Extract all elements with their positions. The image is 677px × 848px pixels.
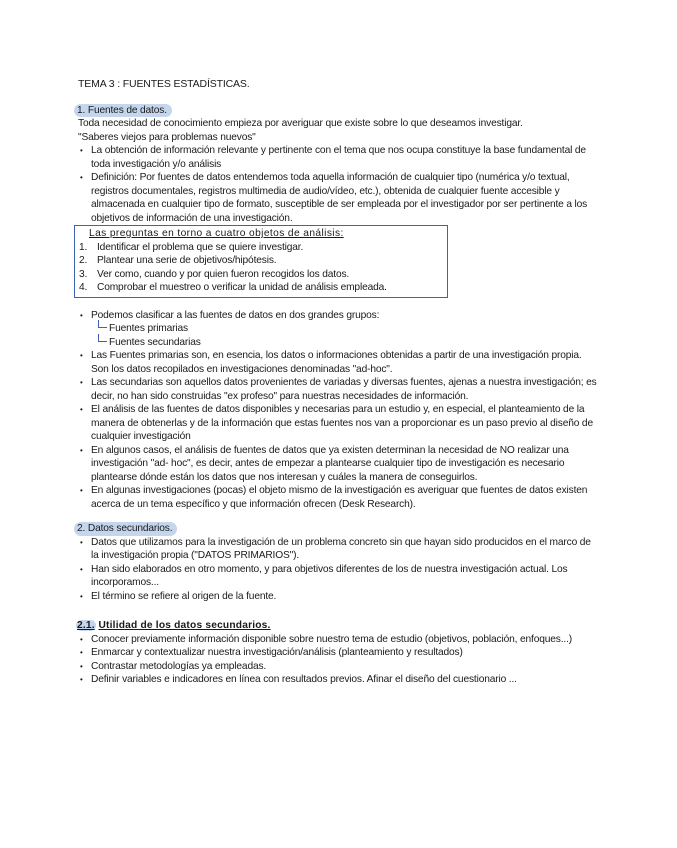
arrow-icon <box>98 334 107 342</box>
box-list <box>79 241 443 295</box>
section-1-bullets-2 <box>78 349 598 511</box>
list-item: • Definición: Por fuentes de datos entendemos toda aquella información de cualquier tipo (numérica y/o textual, registros documentales, registros multimedia de audio/vídeo, etc.), obtenida de cualquier fuente accesible y almacenada en cualquier tipo de formato, susceptible de ser empleada por el investigador por ser pertinente a los objetivos de información de una investigación. <box>78 171 598 225</box>
list-item: • En algunos casos, el análisis de fuentes de datos que ya existen determinan la necesidad de NO realizar una investigación "ad- hoc", es decir, antes de empezar a plantearse cualquier tipo de investigación es necesario plantearse dónde están los datos que nos interesan y cuáles la manera de conseguirlos. <box>78 444 598 485</box>
sub-item-primary: Fuentes primarias <box>78 322 598 336</box>
section-1-bullets <box>78 144 598 225</box>
document-title: TEMA 3 : FUENTES ESTADÍSTICAS. <box>78 78 250 90</box>
arrow-icon <box>98 320 107 328</box>
list-item: • Datos que utilizamos para la investigación de un problema concreto sin que hayan sido producidos en el marco de la investigación propia ("DATOS PRIMARIOS"). <box>78 536 598 563</box>
list-item: • Definir variables e indicadores en línea con resultados previos. Afinar el diseño del cuestionario ... <box>78 673 598 687</box>
box-title: Las preguntas en torno a cuatro objetos de análisis: <box>89 228 344 239</box>
section-2-bullets <box>78 536 598 604</box>
list-item: • Las secundarias son aquellos datos provenientes de variadas y diversas fuentes, ajenas a nuestra investigación; es decir, no han sido construidas "ex profeso" para nuestras necesidades de información. <box>78 376 598 403</box>
sub-item-secondary: Fuentes secundarias <box>78 336 598 350</box>
section-1-intro: Toda necesidad de conocimiento empieza por averiguar que existe sobre lo que deseamos investigar. <box>78 118 523 129</box>
list-item: • Podemos clasificar a las fuentes de datos en dos grandes grupos: <box>78 309 598 323</box>
list-item: 2. Plantear una serie de objetivos/hipótesis. <box>79 255 277 266</box>
section-2-heading: 2. Datos secundarios. <box>74 522 177 536</box>
list-item: • En algunas investigaciones (pocas) el objeto mismo de la investigación es averiguar que fuentes de datos existen acerca de un tema específico y que información ofrecen (Desk Research). <box>78 484 598 511</box>
list-item: • Las Fuentes primarias son, en esencia, los datos o informaciones obtenidas a partir de una investigación propia. Son los datos recopilados en investigaciones denominadas "ad-hoc". <box>78 349 598 376</box>
list-item: 3. Ver como, cuando y por quien fueron recogidos los datos. <box>79 268 350 280</box>
list-item: • La obtención de información relevante y pertinente con el tema que nos ocupa constituye la base fundamental de toda investigación y/o análisis <box>78 144 598 171</box>
document-page <box>78 78 598 687</box>
list-item: 4. Comprobar el muestreo o verificar la unidad de análisis empleada. <box>79 282 387 293</box>
section-2-1-heading: 2.1. Utilidad de los datos secundarios. <box>77 620 271 631</box>
list-item: • Conocer previamente información disponible sobre nuestro tema de estudio (objetivos, población, enfoques...) <box>78 633 598 647</box>
section-2-1-bullets <box>78 633 598 687</box>
list-item: • Contrastar metodologías ya empleadas. <box>78 660 598 674</box>
analysis-questions-box <box>74 225 448 298</box>
list-item: • El análisis de las fuentes de datos disponibles y necesarias para un estudio y, en especial, el planteamiento de la manera de obtenerlas y de la información que estas fuentes nos van a proporcionar es un paso previo al diseño de cualquier investigación <box>78 403 598 444</box>
list-item: • El término se refiere al origen de la fuente. <box>78 590 598 604</box>
list-item: • Enmarcar y contextualizar nuestra investigación/análisis (planteamiento y resultados) <box>78 646 598 660</box>
section-1-quote: "Saberes viejos para problemas nuevos" <box>78 131 256 143</box>
list-item: • Han sido elaborados en otro momento, y para objetivos diferentes de los de nuestra investigación actual. Los incorporamos... <box>78 563 598 590</box>
list-item: 1. Identificar el problema que se quiere investigar. <box>79 241 304 253</box>
classification-bullets <box>78 309 598 323</box>
section-1-heading: 1. Fuentes de datos. <box>74 104 172 118</box>
